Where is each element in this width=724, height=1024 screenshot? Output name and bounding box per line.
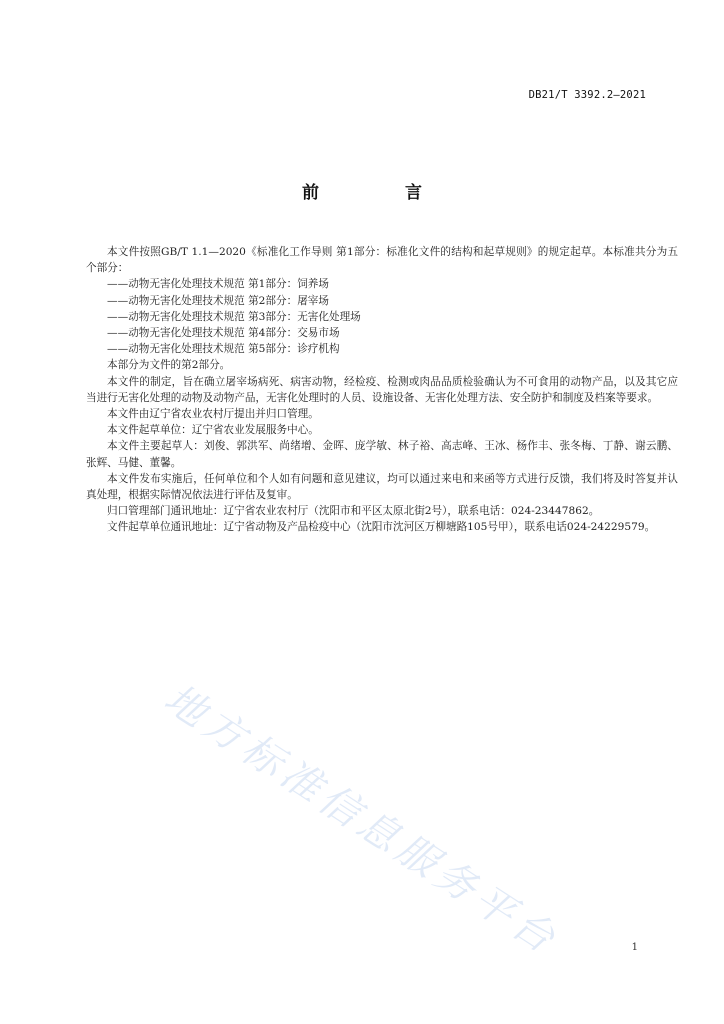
foreword-body (86, 244, 678, 536)
page-number: 1 (631, 942, 638, 953)
list-item-part3: ——动物无害化处理技术规范 第3部分：无害化处理场 (107, 310, 361, 323)
section-title: 前 言 (302, 183, 462, 203)
watermark: 地方标准信息服务平台 (156, 675, 567, 965)
paragraph-drafting-unit: 本文件起草单位：辽宁省农业发展服务中心。 (107, 424, 319, 437)
document-number: DB21/T 3392.2—2021 (528, 89, 646, 101)
paragraph-drafter-address: 文件起草单位通讯地址：辽宁省动物及产品检疫中心（沈阳市沈河区万柳塘路105号甲），联系电话024-24229579。 (107, 521, 656, 534)
paragraph-feedback: 本文件发布实施后，任何单位和个人如有问题和意见建议，均可以通过来电和来函等方式进行反馈，我们将及时答复并认真处理，根据实际情况依法进行评估及复审。 (86, 472, 678, 502)
paragraph-admin-address: 归口管理部门通讯地址：辽宁省农业农村厅（沈阳市和平区太原北街2号），联系电话：024-23447862。 (107, 505, 600, 518)
list-item-part4: ——动物无害化处理技术规范 第4部分：交易市场 (107, 327, 340, 340)
list-item-part2: ——动物无害化处理技术规范 第2部分：屠宰场 (107, 294, 329, 307)
paragraph-part-note: 本部分为文件的第2部分。 (107, 359, 231, 372)
list-item-part1: ——动物无害化处理技术规范 第1部分：饲养场 (107, 278, 329, 291)
list-item-part5: ——动物无害化处理技术规范 第5部分：诊疗机构 (107, 343, 340, 356)
paragraph-purpose: 本文件的制定，旨在确立屠宰场病死、病害动物，经检疫、检测或肉品品质检验确认为不可食用的动物产品，以及其它应当进行无害化处理的动物及动物产品，无害化处理时的人员、设施设备、无害化处理方法、安全防护和制度及档案等要求。 (86, 375, 678, 404)
paragraph-intro: 本文件按照GB/T 1.1—2020《标准化工作导则 第1部分：标准化文件的结构和起草规则》的规定起草。本标准共分为五个部分： (86, 246, 678, 275)
paragraph-proposer: 本文件由辽宁省农业农村厅提出并归口管理。 (107, 408, 319, 421)
paragraph-drafters: 本文件主要起草人：刘俊、郭洪军、尚绪增、金晖、庞学敏、林子裕、高志峰、王冰、杨作丰、张冬梅、丁静、谢云鹏、张辉、马健、董馨。 (86, 440, 678, 469)
